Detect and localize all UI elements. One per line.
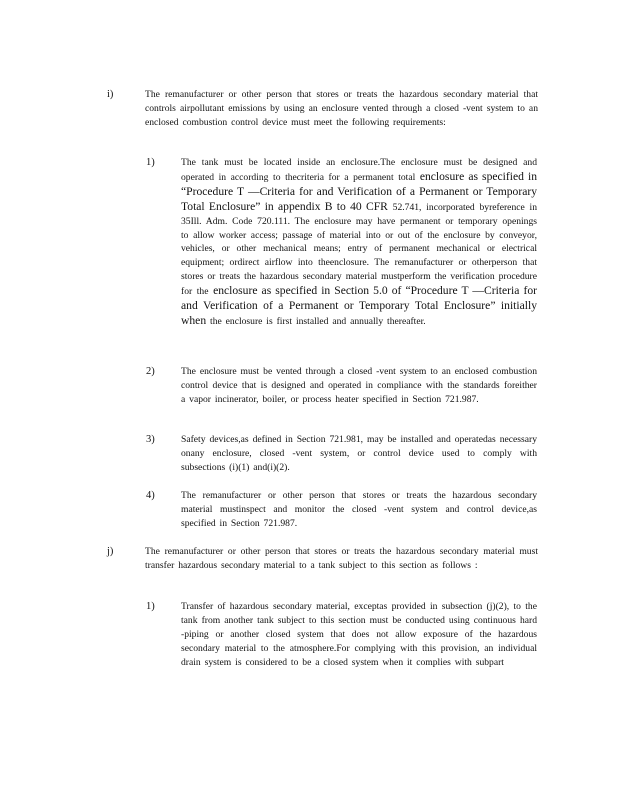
item-i-1-text-a: The tank must be located inside an enclosure.The enclosure must be designed and operated in according to thecriteria for a permanent total xyxy=(181,157,537,183)
item-i-1-text-c: 52.741, incorporated byreference in 35Ill. Adm. Code 720.111. The enclosure may have permanent or temporary openings to allow worker access; passage of material into or out of the enclosure by conveyor, vehicles, or other mechanical means; entry of permanent mechanical or electrical equipment; ordirect airflow into theenclosure. The remanufacturer or otherperson that stores or treats the hazardous secondary material mustperform the verification procedure for the xyxy=(181,201,537,298)
item-i-1-text-e: the enclosure is first installed and annually thereafter. xyxy=(210,315,426,327)
item-i-1-text-b: enclosure as specified in “Procedure T —Criteria for and Verification of a Permanent or Temporary Total Enclosure” in appendix B to 40 CFR xyxy=(181,169,537,213)
item-i-4-paragraph: The remanufacturer or other person that stores or treats the hazardous secondary material mustinspect and monitor the closed -vent system and control device,as specified in Section 721.987. xyxy=(181,490,537,529)
item-i-3-paragraph: Safety devices,as defined in Section 721.981, may be installed and operatedas necessary onany enclosure, closed -vent system, or control device used to comply with subsections (i)(1) and(i)(2). xyxy=(181,434,537,473)
item-i-2-paragraph: The enclosure must be vented through a closed -vent system to an enclosed combustion control device that is designed and operated in compliance with the standards foreither a vapor incinerator, boiler, or process heater specified in Section 721.987. xyxy=(181,366,537,405)
item-marker-j-1: 1) xyxy=(146,601,155,612)
item-i-1-text-d: enclosure as specified in Section 5.0 of “Procedure T —Criteria for and Verification of a Permanent or Temporary Total Enclosure” initially when xyxy=(181,284,537,327)
section-marker-i: i) xyxy=(107,89,114,100)
item-i-1-paragraph xyxy=(181,156,537,329)
section-i-paragraph: The remanufacturer or other person that stores or treats the hazardous secondary material that controls airpollutant emissions by using an enclosure vented through a closed -vent system to an enclosed combustion control device must meet the following requirements: xyxy=(145,89,538,128)
section-marker-j: j) xyxy=(107,546,114,557)
item-marker-i-4: 4) xyxy=(146,490,155,501)
section-j-paragraph: The remanufacturer or other person that stores or treats the hazardous secondary material must transfer hazardous secondary material to a tank subject to this section as follows : xyxy=(145,546,538,571)
item-marker-i-1: 1) xyxy=(146,157,155,168)
item-marker-i-3: 3) xyxy=(146,434,155,445)
item-marker-i-2: 2) xyxy=(146,366,155,377)
item-j-1-paragraph: Transfer of hazardous secondary material, exceptas provided in subsection (j)(2), to the tank from another tank subject to this section must be conducted using continuous hard -piping or another closed system that does not allow exposure of the hazardous secondary material to the atmosphere.For complying with this provision, an individual drain system is considered to be a closed system when it complies with subpart xyxy=(181,601,537,668)
